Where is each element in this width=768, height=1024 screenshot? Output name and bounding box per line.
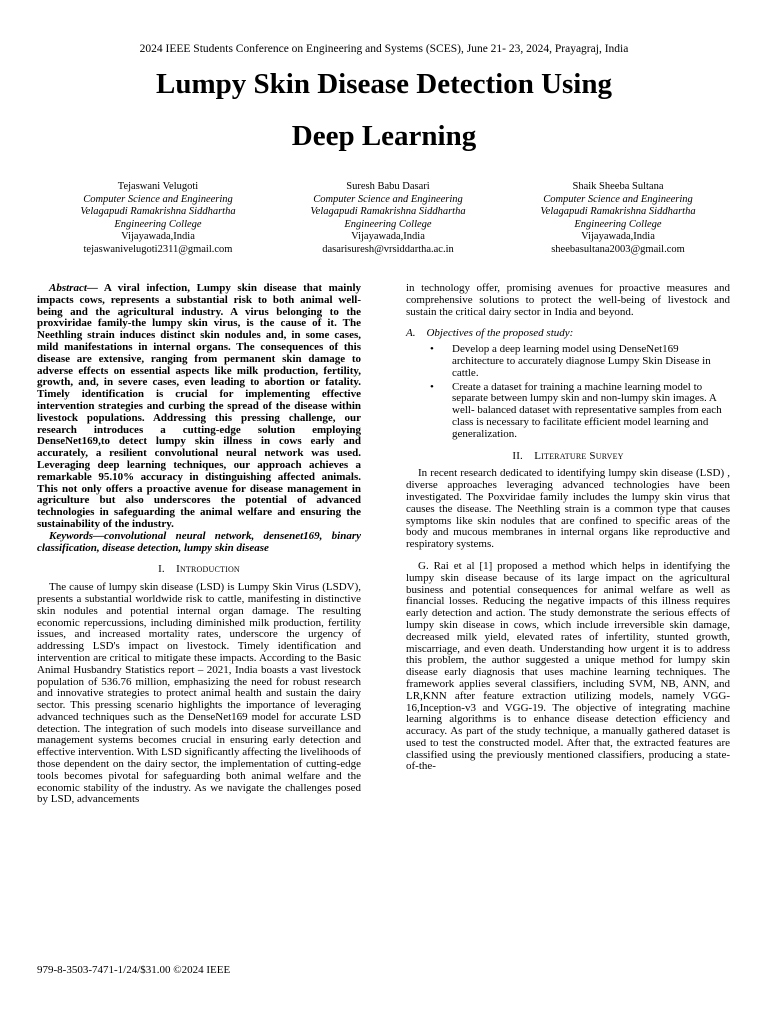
section-heading-introduction: I. Introduction bbox=[158, 563, 240, 576]
bullet-icon: • bbox=[430, 380, 434, 393]
objectives-list bbox=[406, 344, 730, 440]
objective-text: Create a dataset for training a machine learning model to separate between lumpy skin and non-lumpy skin images. A well- balanced dataset with representative samples from each class is necessary to facilitate efficient model learning and generalization. bbox=[452, 380, 722, 440]
copyright-footer: 979-8-3503-7471-1/24/$31.00 ©2024 IEEE bbox=[37, 964, 231, 976]
author-institution: Velagapudi Ramakrishna Siddhartha bbox=[80, 206, 236, 218]
abstract-lead: Abstract— bbox=[49, 282, 98, 294]
paper-title bbox=[0, 58, 768, 162]
keywords-lead: Keywords— bbox=[49, 529, 104, 542]
title-line-2: Deep Learning bbox=[291, 120, 477, 152]
author-email: sheebasultana2003@gmail.com bbox=[551, 243, 685, 255]
left-column bbox=[37, 283, 361, 806]
title-line-1: Lumpy Skin Disease Detection Using bbox=[156, 68, 612, 100]
author-city: Vijayawada,India bbox=[351, 231, 425, 243]
author-dept: Computer Science and Engineering bbox=[543, 193, 693, 205]
author-institution: Velagapudi Ramakrishna Siddhartha bbox=[540, 206, 696, 218]
bullet-icon: • bbox=[430, 343, 434, 356]
section-heading-literature-survey: II. Literature Survey bbox=[512, 449, 624, 462]
author-city: Vijayawada,India bbox=[121, 231, 195, 243]
right-column bbox=[406, 283, 730, 773]
author-block bbox=[48, 181, 728, 257]
author-institution-2: Engineering College bbox=[344, 218, 432, 230]
abstract-text: A viral infection, Lumpy skin disease that mainly impacts cows, represents a substantial risk to both animal well- being and the agricultural industry. A virus belonging to the proxviridae family-the lumpy skin virus, is the cause of it. The Neethling strain induces distinct skin nodules and, in some cases, mild manifestations in internal organs. The consequences of this disease are extensive, ranging from permanent skin damage to adverse effects on essential aspects like milk production, fertility, growth, and, in severe cases, even leading to abortion or fatality. Timely identification is crucial for implementing effective intervention strategies and curbing the spread of the disease within livestock populations. Addressing this pressing challenge, our research introduces a cutting-edge solution employing DenseNet169,to detect lumpy skin illness in cows early and accurately, a resilient convolutional neural network was used. Leveraging deep learning techniques, our approach achieves a remarkable 95.10% accuracy in distinguishing affected animals. This not only offers a proactive avenue for disease management in agriculture but also underscores the potential of advanced technologies in safeguarding the animal welfare and ensuring the sustainability of the industry. bbox=[37, 282, 361, 530]
author-2 bbox=[278, 181, 498, 257]
author-name: Suresh Babu Dasari bbox=[346, 181, 430, 192]
literature-paragraph-2: G. Rai et al [1] proposed a method which helps in identifying the lumpy skin disease because of its large impact on the agricultural business and potential consequences for animal welfare as well as financial losses. Reducing the negative impacts of this illness requires early detection and action. The study demonstrate the serious effects of lumpy skin disease in cows, which include irreversible skin damage, decreased milk yield, elevated rates of infertility, stunted growth, miscarriage, and even death. Understanding how urgent it is to address this problem, the author suggested a unique method for lumpy skin disease early diagnosis that uses machine learning techniques. The framework applies several classifiers, including SVM, NB, ANN, and LR,KNN after feature extraction utilizing models, namely VGG- 16,Inception-v3 and VGG-19. The objective of integrating machine learning algorithms is to enhance disease detection efficiency and accuracy. As part of the study technique, a manually gathered dataset is used to test the constructed model. After that, the extracted features are classified using the previously mentioned classifiers, producing a state-of-the- bbox=[406, 559, 730, 773]
list-item bbox=[430, 380, 730, 441]
author-email: dasarisuresh@vrsiddartha.ac.in bbox=[322, 243, 454, 255]
author-email: tejaswanivelugoti2311@gmail.com bbox=[83, 243, 233, 255]
introduction-continuation: in technology offer, promising avenues for proactive measures and comprehensive solutions to protect the well-being of livestock and sustain the critical dairy sector in India and beyond. bbox=[406, 282, 730, 318]
keywords-terms: convolutional neural network, densenet169, binary classification, disease detection, lumpy skin disease bbox=[37, 529, 361, 554]
author-institution: Velagapudi Ramakrishna Siddhartha bbox=[310, 206, 466, 218]
introduction-paragraph: The cause of lumpy skin disease (LSD) is Lumpy Skin Virus (LSDV), presents a substantial worldwide risk to cattle, manifesting in distinctive skin nodules and potential internal organ damage. The resulting economic repercussions, including diminished milk production, fertility issues, and increased mortality rates, underscore the urgency of addressing LSD's impact on livestock. Timely identification and intervention are critical to mitigate these impacts. According to the Basic Animal Husbandry Statistics report – 2021, India boasts a vast livestock population of 536.76 million, emphasizing the need for robust research and innovative strategies to protect animal health and sustain the dairy sector. This pressing scenario highlights the importance of leveraging advanced techniques such as the DenseNet169 model for accurate LSD detection. The integration of such models into disease surveillance and management systems becomes crucial in ensuring early detection and effective intervention. With LSD significantly affecting the livelihoods of those dependent on the dairy sector, the implementation of cutting-edge tools becomes pivotal for safeguarding both animal welfare and the economic stability of the industry. As we navigate the challenges posed by LSD, advancements bbox=[37, 581, 361, 806]
author-dept: Computer Science and Engineering bbox=[313, 193, 463, 205]
abstract bbox=[37, 283, 361, 531]
author-3 bbox=[508, 181, 728, 257]
author-name: Shaik Sheeba Sultana bbox=[572, 181, 664, 192]
objective-text: Develop a deep learning model using DenseNet169 architecture to accurately diagnose Lumpy Skin Disease in cattle. bbox=[452, 343, 711, 379]
objectives-heading: A. Objectives of the proposed study: bbox=[406, 327, 574, 340]
author-institution-2: Engineering College bbox=[574, 218, 662, 230]
author-institution-2: Engineering College bbox=[114, 218, 202, 230]
author-city: Vijayawada,India bbox=[581, 231, 655, 243]
literature-paragraph-1: In recent research dedicated to identifying lumpy skin disease (LSD) , diverse approaches leveraging advanced technologies have been investigated. The Poxviridae family includes the lumpy skin virus that causes the disease. The Neethling strain is a common type that causes symptoms like skin nodules that are confined to specific areas of the body and mucous membranes in internal organs like reproductive and respiratory systems. bbox=[406, 467, 730, 551]
conference-header: 2024 IEEE Students Conference on Engineering and Systems (SCES), June 21- 23, 2024, Prayagraj, India bbox=[139, 43, 629, 55]
keywords bbox=[37, 531, 361, 555]
author-1 bbox=[48, 181, 268, 257]
author-name: Tejaswani Velugoti bbox=[117, 181, 199, 192]
list-item bbox=[430, 343, 730, 379]
author-dept: Computer Science and Engineering bbox=[83, 193, 233, 205]
